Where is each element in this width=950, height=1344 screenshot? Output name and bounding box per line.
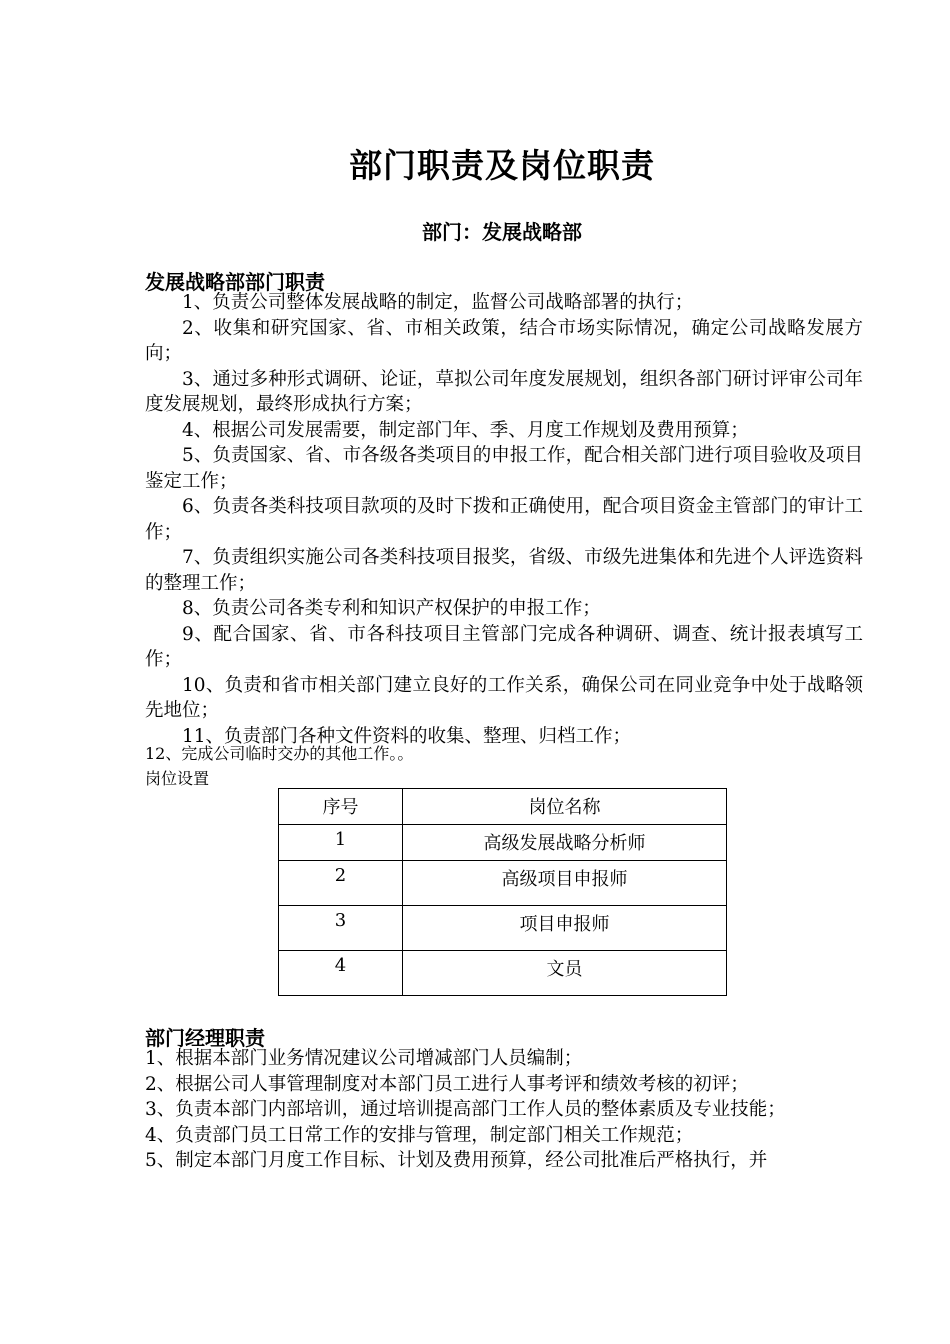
list-item: 5、负责国家、省、市各级各类项目的申报工作，配合相关部门进行项目验收及项目鉴定工作； [145, 445, 863, 492]
table-header-row [279, 789, 727, 825]
table-row [279, 861, 727, 906]
cell-position-name: 项目申报师 [403, 906, 727, 951]
list-item: 10、负责和省市相关部门建立良好的工作关系，确保公司在同业竞争中处于战略领先地位； [145, 674, 863, 721]
list-item: 2、收集和研究国家、省、市相关政策，结合市场实际情况，确定公司战略发展方向； [145, 317, 863, 364]
list-item: 3、负责本部门内部培训，通过培训提高部门工作人员的整体素质及专业技能； [145, 1099, 786, 1120]
cell-position-name: 文员 [403, 951, 727, 996]
section-heading-department-duties: 发展战略部部门职责 [145, 270, 325, 294]
list-item-12: 12、完成公司临时交办的其他工作。。 [145, 744, 414, 763]
list-item: 1、负责公司整体发展战略的制定，监督公司战略部署的执行； [182, 292, 694, 313]
manager-duties-list [145, 1046, 863, 1174]
list-item: 2、根据公司人事管理制度对本部门员工进行人事考评和绩效考核的初评； [145, 1073, 749, 1095]
list-item: 4、负责部门员工日常工作的安排与管理，制定部门相关工作规范； [145, 1124, 694, 1146]
list-item: 11、负责部门各种文件资料的收集、整理、归档工作； [182, 725, 632, 747]
table-row [279, 951, 727, 996]
cell-index: 4 [279, 951, 403, 996]
page-title: 部门职责及岗位职责 [349, 146, 655, 185]
positions-table [278, 788, 727, 996]
list-item: 3、通过多种形式调研、论证，草拟公司年度发展规划，组织各部门研讨评审公司年度发展规划，最终形成执行方案； [145, 368, 863, 415]
list-item: 4、根据公司发展需要，制定部门年、季、月度工作规划及费用预算； [182, 419, 749, 441]
list-item: 8、负责公司各类专利和知识产权保护的申报工作； [182, 598, 601, 619]
section-heading-manager-duties: 部门经理职责 [145, 1026, 265, 1050]
list-item: 5、制定本部门月度工作目标、计划及费用预算，经公司批准后严格执行，并 [145, 1150, 768, 1171]
department-duties-list [145, 290, 863, 749]
cell-position-name: 高级发展战略分析师 [403, 825, 727, 861]
table-row [279, 906, 727, 951]
cell-index: 3 [279, 906, 403, 951]
list-item: 7、负责组织实施公司各类科技项目报奖，省级、市级先进集体和先进个人评选资料的整理工作； [145, 547, 863, 594]
header-position-name: 岗位名称 [403, 789, 727, 825]
list-item: 9、配合国家、省、市各科技项目主管部门完成各种调研、调查、统计报表填写工作； [145, 623, 863, 670]
cell-index: 2 [279, 861, 403, 906]
list-item: 6、负责各类科技项目款项的及时下拨和正确使用，配合项目资金主管部门的审计工作； [145, 496, 863, 543]
department-subtitle: 部门：发展战略部 [422, 220, 582, 244]
cell-position-name: 高级项目申报师 [403, 861, 727, 906]
list-item: 1、根据本部门业务情况建议公司增减部门人员编制； [145, 1048, 583, 1069]
cell-index: 1 [279, 825, 403, 861]
positions-label: 岗位设置 [145, 769, 210, 788]
header-index: 序号 [279, 789, 403, 825]
table-row [279, 825, 727, 861]
